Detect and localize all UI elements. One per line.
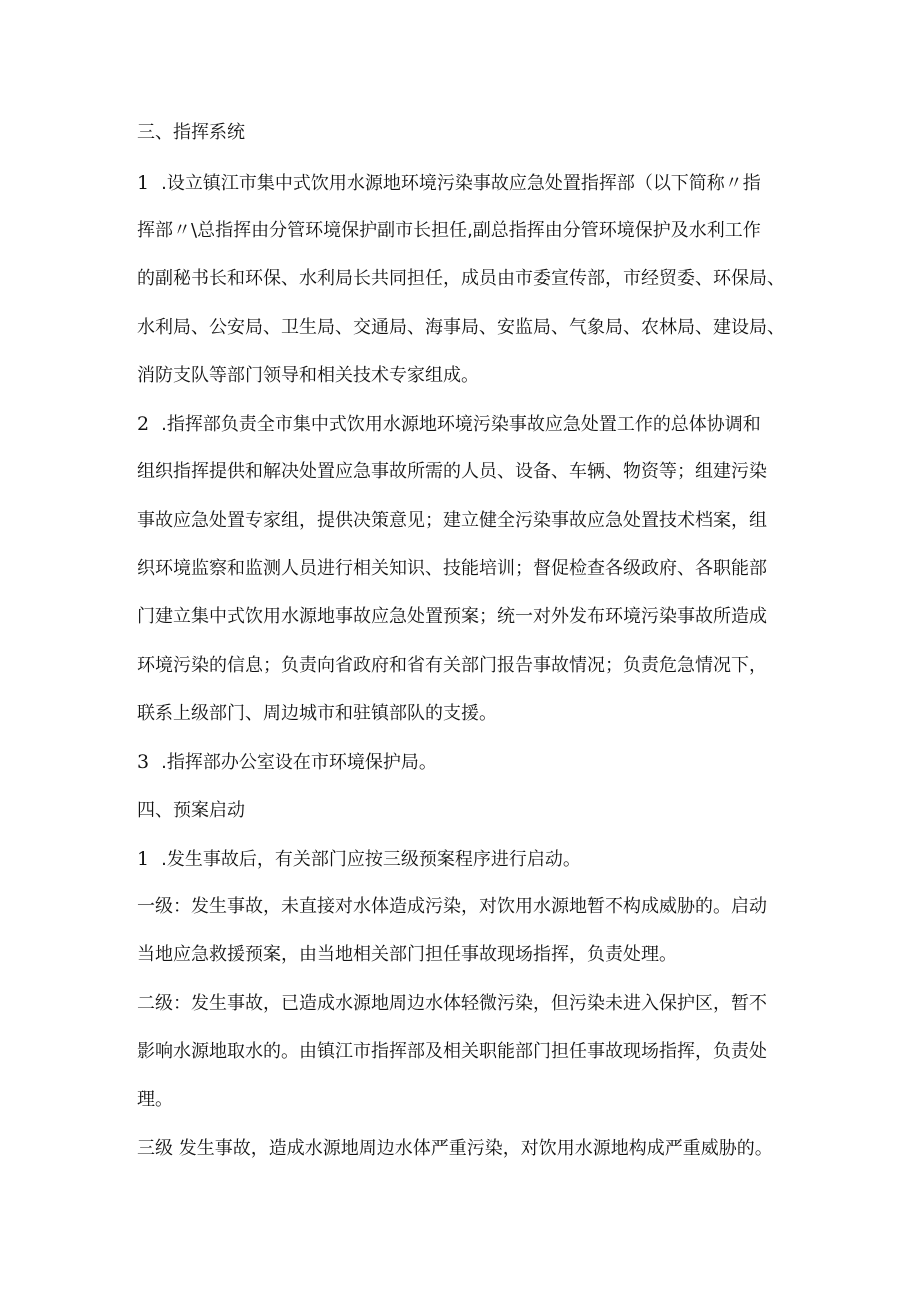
item-number: 2 (137, 413, 150, 435)
item-1-line-2: 挥部〃\总指挥由分管环境保护副市长担任,副总指挥由分管环境保护及水利工作 (137, 220, 761, 241)
item-text: .设立镇江市集中式饮用水源地环境污染事故应急处置指挥部（以下简称〃指 (161, 173, 761, 194)
level-1-line-2: 当地应急救援预案，由当地相关部门担任事故现场指挥，负责处理。 (137, 944, 677, 965)
section-heading-plan-activation: 四、预案启动 (137, 800, 245, 821)
item-1-line-5: 消防支队等部门领导和相关技术专家组成。 (137, 365, 479, 386)
item-4-line-1 (137, 848, 797, 871)
item-2-line-5: 门建立集中式饮用水源地事故应急处置预案；统一对外发布环境污染事故所造成 (137, 606, 767, 627)
item-2-line-3: 事故应急处置专家组，提供决策意见；建立健全污染事故应急处置技术档案，组 (137, 510, 767, 531)
item-text: .指挥部负责全市集中式饮用水源地环境污染事故应急处置工作的总体协调和 (161, 414, 761, 435)
item-2-line-2: 组织指挥提供和解决处置应急事故所需的人员、设备、车辆、物资等；组建污染 (137, 461, 767, 482)
item-2-line-6: 环境污染的信息；负责向省政府和省有关部门报告事故情况；负责危急情况下， (137, 655, 767, 676)
item-2-line-4: 织环境监察和监测人员进行相关知识、技能培训；督促检查各级政府、各职能部 (137, 558, 767, 579)
item-text: .指挥部办公室设在市环境保护局。 (161, 752, 437, 773)
item-2-line-1 (137, 413, 797, 436)
level-2-line-2: 影响水源地取水的。由镇江市指挥部及相关职能部门担任事故现场指挥，负责处 (137, 1041, 767, 1062)
item-3-line-1 (137, 751, 797, 774)
section-heading-command-system: 三、指挥系统 (137, 122, 245, 143)
item-1-line-3: 的副秘书长和环保、水利局长共同担任，成员由市委宣传部，市经贸委、环保局、 (137, 268, 785, 289)
level-2-line-3: 理。 (137, 1089, 173, 1110)
item-1-line-4: 水利局、公安局、卫生局、交通局、海事局、安监局、气象局、农林局、建设局、 (137, 317, 785, 338)
level-3-line-1: 三级 发生事故，造成水源地周边水体严重污染，对饮用水源地构成严重威胁的。 (137, 1138, 773, 1159)
item-text: .发生事故后，有关部门应按三级预案程序进行启动。 (161, 849, 581, 870)
item-number: 1 (137, 848, 150, 870)
item-2-line-7: 联系上级部门、周边城市和驻镇部队的支援。 (137, 703, 497, 724)
level-2-line-1: 二级：发生事故，已造成水源地周边水体轻微污染，但污染未进入保护区，暂不 (137, 993, 767, 1014)
item-number: 1 (137, 172, 150, 194)
level-1-line-1: 一级：发生事故，未直接对水体造成污染，对饮用水源地暂不构成威胁的。启动 (137, 896, 767, 917)
item-number: 3 (137, 751, 150, 773)
item-1-line-1 (137, 172, 797, 195)
